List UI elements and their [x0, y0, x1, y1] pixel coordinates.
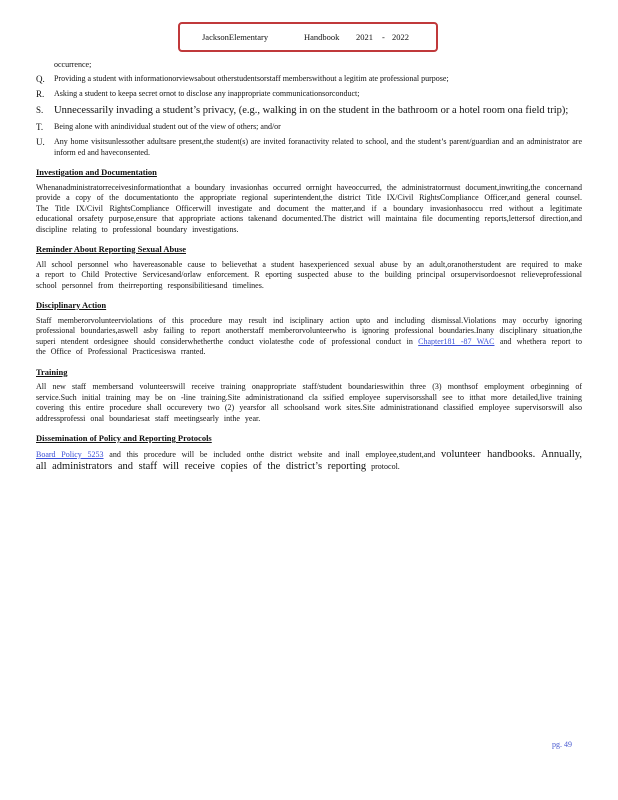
list-label: S. — [36, 104, 44, 115]
list-label: U. — [36, 137, 45, 147]
list-text: Any home visitsunlessother adultsare present,the student(s) are invited foranactivity related to school, and the student’s parent/guardian and an administrator are inform ed and haveconsented. — [54, 137, 582, 157]
list-text: Unnecessarily invading a student’s privacy, (e.g., walking in on the student in the bathroom or a hotel room ona field trip); — [54, 104, 569, 116]
section-text-disciplinary — [36, 316, 582, 358]
section-heading-reminder: Reminder About Reporting Sexual Abuse — [36, 244, 187, 254]
dissemination-text-c: protocol. — [371, 461, 400, 471]
dissemination-text-b: volunteer handbooks. Annually, all administrators and staff will receive copies of the district’s reporting — [36, 448, 583, 472]
continuation-text: occurrence; — [54, 60, 92, 69]
document-body — [36, 60, 582, 477]
section-text-dissemination — [36, 449, 582, 473]
list-text: Providing a student with informationorviewsabout otherstudentsorstaff memberswithout a legitim ate professional purpose; — [54, 73, 449, 83]
list-text: Asking a student to keepa secret ornot to disclose any inappropriate communicationsorconduct; — [54, 89, 360, 98]
header-year-start: 2021 — [356, 32, 373, 42]
list-item — [36, 122, 582, 133]
list-text: Being alone with anindividual student out of the view of others; and/or — [54, 121, 281, 131]
header-doc: Handbook — [304, 32, 340, 42]
list-label: Q. — [36, 73, 45, 84]
section-text-reminder: All school personnel who havereasonable cause to believethat a student hasexperienced sexual abuse by an adult,oranotherstudent are required to make a report to Child Protective Servicesand/orlaw enforcement. R eporting suspected abuse to the building principal orsupervisordoesnot relieveprofessional school personnel from theirreporting responsibilitiesand timelines. — [36, 259, 582, 290]
page-number: pg. 49 — [552, 740, 572, 749]
section-text-investigation: Whenanadministratorreceivesinformationthat a boundary invasionhas occurred orrnight haveoccurred, the administratorrnust document,inwriting,the concernand provide a copy of the documentationto the appropriate regional superintendent,the district Title IX/Civil RightsCompliance Officer,and general counsel. The Title IX/Civil RightsCompliance Officerwill investigate and document the matter,and if a boundary invasionhasoccu rred without a legitimate educational orsafety purpose,ensure that appropriate actions takenand documented.The district will maintaina file documenting reports,lettersof direction,and discipline relating to professional boundary investigations. — [36, 182, 582, 234]
list-item — [36, 74, 582, 85]
board-policy-link[interactable]: Board Policy 5253 — [36, 449, 104, 459]
header-school: JacksonElementary — [202, 32, 269, 42]
disciplinary-text-a: Staff memberorvolunteerviolations of this procedure may result ind isciplinary action upto and including dismissal.Violations may occurby ignoring professional boundaries,aswell asby failing to report anotherstaff memberorvolunteerwho is ignoring professional boundaries.Inany disciplinary situation,the superi ntendent ordesignee should considerwhetherthe conduct violatesthe code of professional conduct in — [36, 315, 582, 346]
header-year-sep: - — [382, 32, 385, 42]
list-label: R. — [36, 89, 45, 99]
chapter-wac-link[interactable]: Chapter181 -87 WAC — [418, 336, 495, 346]
dissemination-text-a: and this procedure will be included onthe district website and inall employee,student,and — [109, 449, 436, 459]
section-heading-training: Training — [36, 366, 68, 377]
section-heading-disciplinary: Disciplinary Action — [36, 300, 107, 310]
section-heading-dissemination: Dissemination of Policy and Reporting Protocols — [36, 433, 212, 443]
list-item — [36, 137, 582, 158]
section-text-training: All new staff membersand volunteerswill receive training onappropriate staff/student boundarieswithin three (3) monthsof employment orbeginning of service.Such initial training may be on -line training.Site administrationand cla ssified employee supervisorsshall see to itthat more detailed,live training covering this entire procedure shall occurevery two (2) yearsfor all schoolsand work sites.Site administrationand classified employee supervisorswill also addressprofessi onal boundariesat staff meetingsearly inthe year. — [36, 382, 582, 423]
header-box — [178, 22, 438, 52]
disciplinary-text-b: and whethera report to the Office of Professional Practicesiswa rranted. — [36, 336, 583, 356]
list-item — [36, 89, 582, 100]
list-item — [36, 105, 582, 117]
section-heading-investigation: Investigation and Documentation — [36, 167, 157, 177]
list-label: T. — [36, 121, 44, 132]
header-year-end: 2022 — [392, 32, 409, 42]
